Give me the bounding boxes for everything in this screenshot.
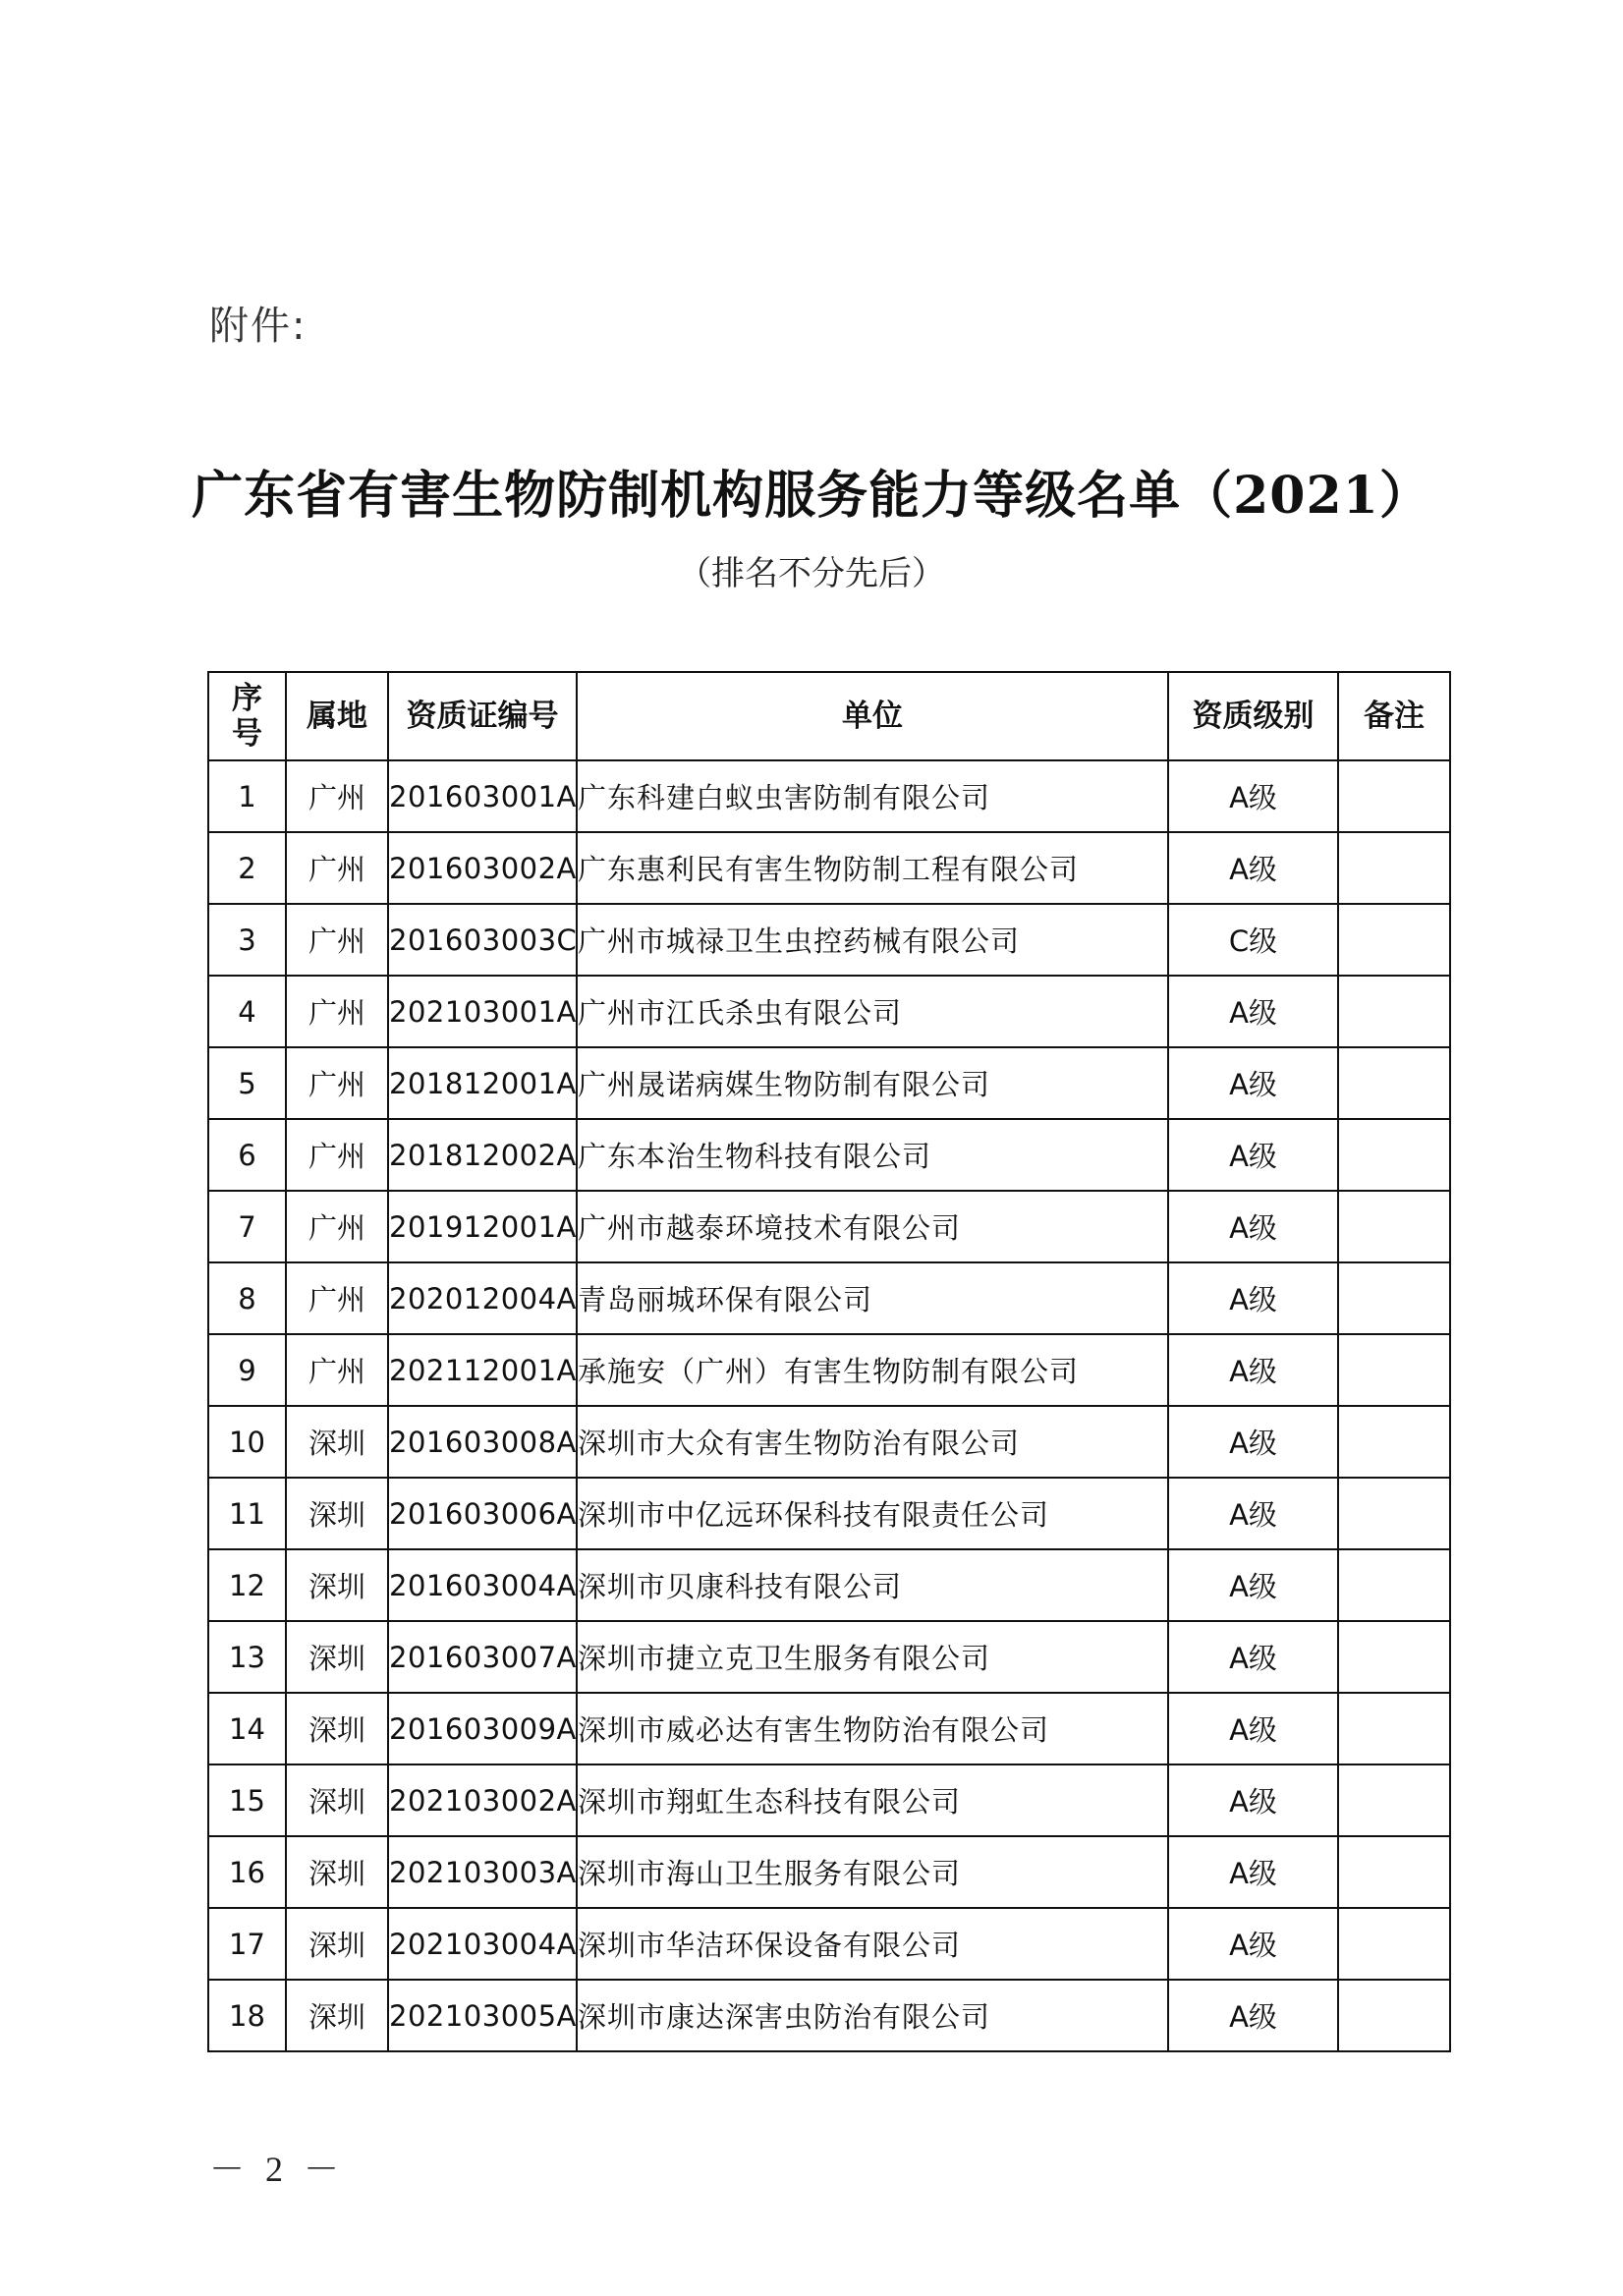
cell-unit: 深圳市贝康科技有限公司: [577, 1549, 1168, 1621]
cell-unit: 广州市江氏杀虫有限公司: [577, 976, 1168, 1047]
cell-location: 深圳: [286, 1621, 388, 1693]
cell-unit: 承施安（广州）有害生物防制有限公司: [577, 1334, 1168, 1406]
table-row: [208, 1836, 1450, 1908]
table-body: [208, 760, 1450, 2051]
cell-cert-no: 202103001A: [388, 976, 577, 1047]
header-cert-no: 资质证编号: [388, 672, 577, 760]
table-row: [208, 1047, 1450, 1119]
cell-note: [1338, 1980, 1450, 2051]
cell-cert-no: 201812002A: [388, 1119, 577, 1191]
cell-no: 12: [208, 1549, 286, 1621]
table-row: [208, 1262, 1450, 1334]
cell-location: 深圳: [286, 1693, 388, 1764]
cell-location: 广州: [286, 832, 388, 904]
table-header-row: [208, 672, 1450, 760]
attachment-label: 附件:: [209, 304, 308, 349]
cell-grade: A级: [1168, 1047, 1338, 1119]
cell-unit: 青岛丽城环保有限公司: [577, 1262, 1168, 1334]
cell-cert-no: 202103003A: [388, 1836, 577, 1908]
cell-location: 深圳: [286, 1836, 388, 1908]
cell-no: 15: [208, 1764, 286, 1836]
cell-note: [1338, 1119, 1450, 1191]
cell-unit: 深圳市威必达有害生物防治有限公司: [577, 1693, 1168, 1764]
table-row: [208, 1908, 1450, 1980]
cell-note: [1338, 760, 1450, 832]
cell-grade: A级: [1168, 1908, 1338, 1980]
cell-note: [1338, 1764, 1450, 1836]
cell-grade: A级: [1168, 1262, 1338, 1334]
cell-note: [1338, 1549, 1450, 1621]
header-location: 属地: [286, 672, 388, 760]
cell-unit: 深圳市华洁环保设备有限公司: [577, 1908, 1168, 1980]
cell-cert-no: 201603006A: [388, 1478, 577, 1549]
header-note: 备注: [1338, 672, 1450, 760]
cell-location: 广州: [286, 760, 388, 832]
cell-location: 广州: [286, 1047, 388, 1119]
table-row: [208, 1191, 1450, 1262]
cell-unit: 广州市越泰环境技术有限公司: [577, 1191, 1168, 1262]
table-row: [208, 904, 1450, 976]
cell-location: 广州: [286, 1191, 388, 1262]
cell-unit: 深圳市捷立克卫生服务有限公司: [577, 1621, 1168, 1693]
cell-note: [1338, 976, 1450, 1047]
table-row: [208, 760, 1450, 832]
cell-cert-no: 201603008A: [388, 1406, 577, 1478]
cell-unit: 深圳市翔虹生态科技有限公司: [577, 1764, 1168, 1836]
cell-note: [1338, 1191, 1450, 1262]
cell-grade: A级: [1168, 832, 1338, 904]
cell-cert-no: 201603007A: [388, 1621, 577, 1693]
cell-location: 深圳: [286, 1764, 388, 1836]
cell-grade: A级: [1168, 1980, 1338, 2051]
cell-location: 深圳: [286, 1406, 388, 1478]
cell-location: 广州: [286, 1119, 388, 1191]
cell-grade: A级: [1168, 1693, 1338, 1764]
table-row: [208, 832, 1450, 904]
cell-no: 5: [208, 1047, 286, 1119]
cell-no: 4: [208, 976, 286, 1047]
cell-note: [1338, 904, 1450, 976]
page-number: － 2 －: [209, 2150, 346, 2189]
cell-unit: 深圳市大众有害生物防治有限公司: [577, 1406, 1168, 1478]
cell-note: [1338, 1908, 1450, 1980]
cell-no: 2: [208, 832, 286, 904]
cell-no: 18: [208, 1980, 286, 2051]
table-row: [208, 1764, 1450, 1836]
cell-no: 17: [208, 1908, 286, 1980]
cell-unit: 广东科建白蚁虫害防制有限公司: [577, 760, 1168, 832]
cell-location: 深圳: [286, 1980, 388, 2051]
cell-no: 16: [208, 1836, 286, 1908]
cell-note: [1338, 1262, 1450, 1334]
table-row: [208, 1478, 1450, 1549]
cell-cert-no: 202103005A: [388, 1980, 577, 2051]
cell-note: [1338, 1334, 1450, 1406]
cell-location: 深圳: [286, 1908, 388, 1980]
table-row: [208, 1406, 1450, 1478]
cell-no: 13: [208, 1621, 286, 1693]
cell-no: 1: [208, 760, 286, 832]
cell-cert-no: 202012004A: [388, 1262, 577, 1334]
cell-grade: A级: [1168, 1764, 1338, 1836]
header-grade: 资质级别: [1168, 672, 1338, 760]
cell-grade: A级: [1168, 1119, 1338, 1191]
cell-unit: 广东惠利民有害生物防制工程有限公司: [577, 832, 1168, 904]
cell-cert-no: 201912001A: [388, 1191, 577, 1262]
cell-location: 广州: [286, 976, 388, 1047]
cell-grade: A级: [1168, 1478, 1338, 1549]
cell-grade: A级: [1168, 1836, 1338, 1908]
cell-grade: A级: [1168, 1406, 1338, 1478]
table-row: [208, 1549, 1450, 1621]
cell-unit: 广州晟诺病媒生物防制有限公司: [577, 1047, 1168, 1119]
cell-no: 7: [208, 1191, 286, 1262]
table-row: [208, 1621, 1450, 1693]
table-row: [208, 1693, 1450, 1764]
document-subtitle: （排名不分先后）: [678, 554, 945, 593]
cell-no: 10: [208, 1406, 286, 1478]
cell-note: [1338, 1693, 1450, 1764]
cell-cert-no: 201812001A: [388, 1047, 577, 1119]
cell-location: 广州: [286, 1262, 388, 1334]
cell-cert-no: 202103004A: [388, 1908, 577, 1980]
cell-cert-no: 202112001A: [388, 1334, 577, 1406]
cell-cert-no: 201603003C: [388, 904, 577, 976]
cell-no: 8: [208, 1262, 286, 1334]
cell-location: 广州: [286, 904, 388, 976]
table-row: [208, 1334, 1450, 1406]
cell-note: [1338, 832, 1450, 904]
cell-no: 14: [208, 1693, 286, 1764]
cell-no: 6: [208, 1119, 286, 1191]
document-title: 广东省有害生物防制机构服务能力等级名单（2021）: [192, 466, 1431, 526]
cell-no: 9: [208, 1334, 286, 1406]
cell-unit: 深圳市中亿远环保科技有限责任公司: [577, 1478, 1168, 1549]
cell-note: [1338, 1621, 1450, 1693]
cell-unit: 深圳市康达深害虫防治有限公司: [577, 1980, 1168, 2051]
cell-location: 广州: [286, 1334, 388, 1406]
cell-cert-no: 202103002A: [388, 1764, 577, 1836]
cell-grade: A级: [1168, 976, 1338, 1047]
cell-unit: 深圳市海山卫生服务有限公司: [577, 1836, 1168, 1908]
cell-location: 深圳: [286, 1478, 388, 1549]
cell-cert-no: 201603001A: [388, 760, 577, 832]
table-row: [208, 976, 1450, 1047]
cell-grade: A级: [1168, 1549, 1338, 1621]
table-row: [208, 1980, 1450, 2051]
header-no-label: 序 号: [232, 681, 262, 752]
cell-note: [1338, 1047, 1450, 1119]
cell-unit: 广东本治生物科技有限公司: [577, 1119, 1168, 1191]
cell-no: 3: [208, 904, 286, 976]
agency-roster-table: [207, 671, 1451, 2052]
cell-note: [1338, 1478, 1450, 1549]
cell-note: [1338, 1406, 1450, 1478]
cell-grade: A级: [1168, 1191, 1338, 1262]
header-no: [208, 672, 286, 760]
cell-grade: A级: [1168, 760, 1338, 832]
cell-cert-no: 201603009A: [388, 1693, 577, 1764]
cell-grade: A级: [1168, 1334, 1338, 1406]
cell-cert-no: 201603004A: [388, 1549, 577, 1621]
cell-cert-no: 201603002A: [388, 832, 577, 904]
cell-grade: C级: [1168, 904, 1338, 976]
cell-grade: A级: [1168, 1621, 1338, 1693]
cell-location: 深圳: [286, 1549, 388, 1621]
cell-unit: 广州市城禄卫生虫控药械有限公司: [577, 904, 1168, 976]
cell-note: [1338, 1836, 1450, 1908]
cell-no: 11: [208, 1478, 286, 1549]
table-row: [208, 1119, 1450, 1191]
header-unit: 单位: [577, 672, 1168, 760]
